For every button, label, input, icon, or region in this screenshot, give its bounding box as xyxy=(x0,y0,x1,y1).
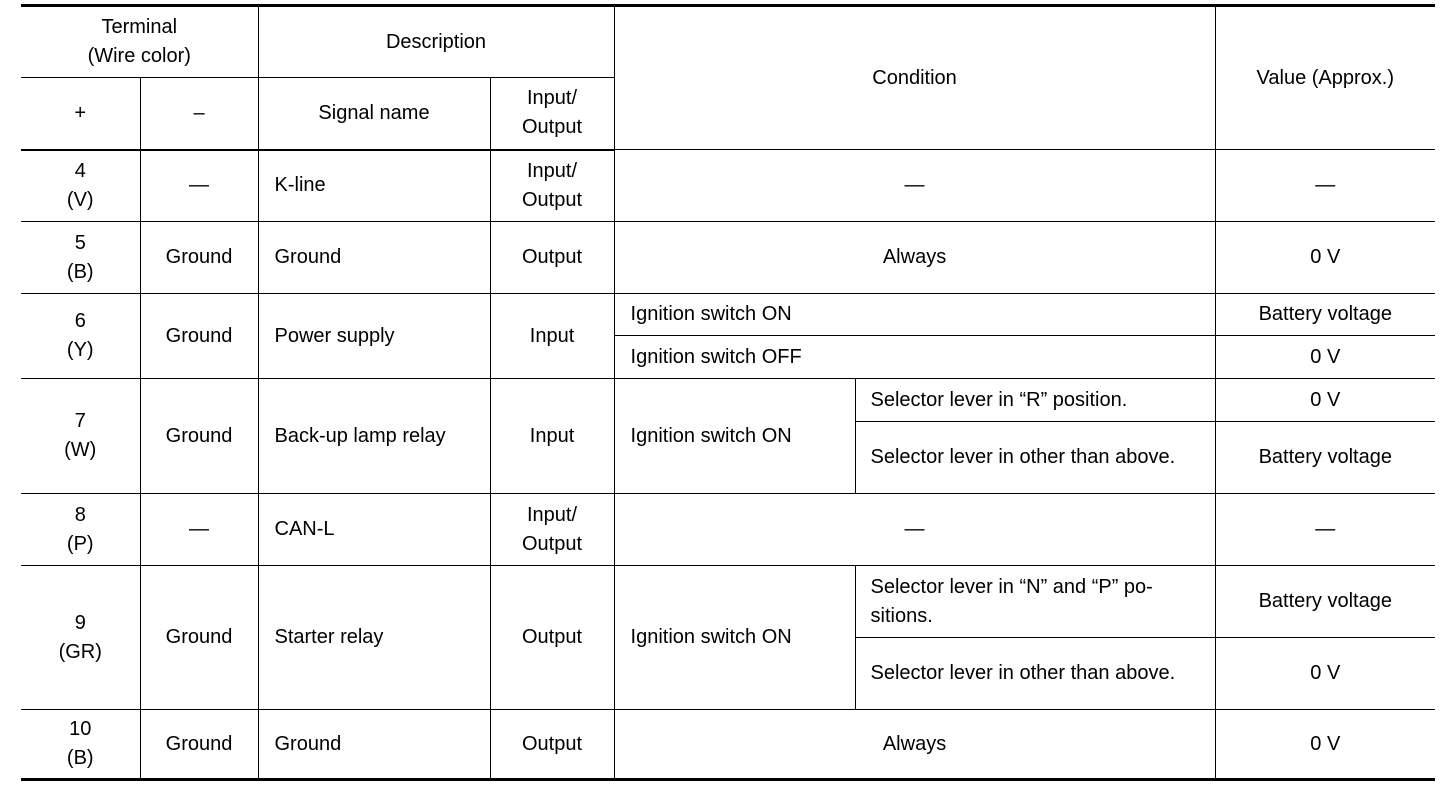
input-output-cell: Output xyxy=(490,710,614,780)
header-terminal: Terminal (Wire color) xyxy=(21,6,258,78)
header-minus: – xyxy=(140,78,258,150)
terminal-cell: 10 (B) xyxy=(21,710,140,780)
condition-cell: Ignition switch OFF xyxy=(614,336,1215,379)
input-output-cell: Output xyxy=(490,222,614,294)
minus-cell: — xyxy=(140,494,258,566)
value-cell: Battery voltage xyxy=(1215,566,1435,638)
minus-cell: Ground xyxy=(140,222,258,294)
input-output-cell: Input/ Output xyxy=(490,150,614,222)
signal-name-cell: Back-up lamp relay xyxy=(258,379,490,494)
value-cell: — xyxy=(1215,150,1435,222)
minus-cell: Ground xyxy=(140,566,258,710)
signal-name-cell: Power supply xyxy=(258,294,490,379)
sub-condition-cell: Selector lever in “N” and “P” po- sitions. xyxy=(855,566,1215,638)
terminal-cell: 7 (W) xyxy=(21,379,140,494)
terminal-cell: 4 (V) xyxy=(21,150,140,222)
table-row xyxy=(21,150,1435,222)
input-output-cell: Input xyxy=(490,379,614,494)
signal-name-cell: Ground xyxy=(258,710,490,780)
condition-cell: Ignition switch ON xyxy=(614,566,855,710)
input-output-cell: Input/ Output xyxy=(490,494,614,566)
header-description: Description xyxy=(258,6,614,78)
table-row xyxy=(21,566,1435,638)
signal-name-cell: K-line xyxy=(258,150,490,222)
signal-name-cell: Starter relay xyxy=(258,566,490,710)
condition-cell: Always xyxy=(614,710,1215,780)
minus-cell: Ground xyxy=(140,710,258,780)
minus-cell: Ground xyxy=(140,294,258,379)
table-row xyxy=(21,710,1435,780)
value-cell: 0 V xyxy=(1215,710,1435,780)
terminal-cell: 8 (P) xyxy=(21,494,140,566)
table-row xyxy=(21,294,1435,336)
terminal-table xyxy=(21,4,1435,781)
minus-cell: — xyxy=(140,150,258,222)
header-input-output: Input/ Output xyxy=(490,78,614,150)
table-row xyxy=(21,379,1435,422)
value-cell: Battery voltage xyxy=(1215,422,1435,494)
terminal-cell: 5 (B) xyxy=(21,222,140,294)
sub-condition-cell: Selector lever in other than above. xyxy=(855,422,1215,494)
minus-cell: Ground xyxy=(140,379,258,494)
terminal-cell: 9 (GR) xyxy=(21,566,140,710)
header-plus: + xyxy=(21,78,140,150)
header-signal-name: Signal name xyxy=(258,78,490,150)
table-row xyxy=(21,494,1435,566)
header-condition: Condition xyxy=(614,6,1215,150)
signal-name-cell: Ground xyxy=(258,222,490,294)
sub-condition-cell: Selector lever in “R” position. xyxy=(855,379,1215,422)
condition-cell: — xyxy=(614,494,1215,566)
sub-condition-cell: Selector lever in other than above. xyxy=(855,638,1215,710)
value-cell: — xyxy=(1215,494,1435,566)
table-row xyxy=(21,222,1435,294)
value-cell: 0 V xyxy=(1215,222,1435,294)
value-cell: 0 V xyxy=(1215,379,1435,422)
condition-cell: — xyxy=(614,150,1215,222)
value-cell: Battery voltage xyxy=(1215,294,1435,336)
signal-name-cell: CAN-L xyxy=(258,494,490,566)
terminal-cell: 6 (Y) xyxy=(21,294,140,379)
condition-cell: Ignition switch ON xyxy=(614,294,1215,336)
condition-cell: Ignition switch ON xyxy=(614,379,855,494)
header-value: Value (Approx.) xyxy=(1215,6,1435,150)
input-output-cell: Input xyxy=(490,294,614,379)
condition-cell: Always xyxy=(614,222,1215,294)
input-output-cell: Output xyxy=(490,566,614,710)
value-cell: 0 V xyxy=(1215,638,1435,710)
value-cell: 0 V xyxy=(1215,336,1435,379)
